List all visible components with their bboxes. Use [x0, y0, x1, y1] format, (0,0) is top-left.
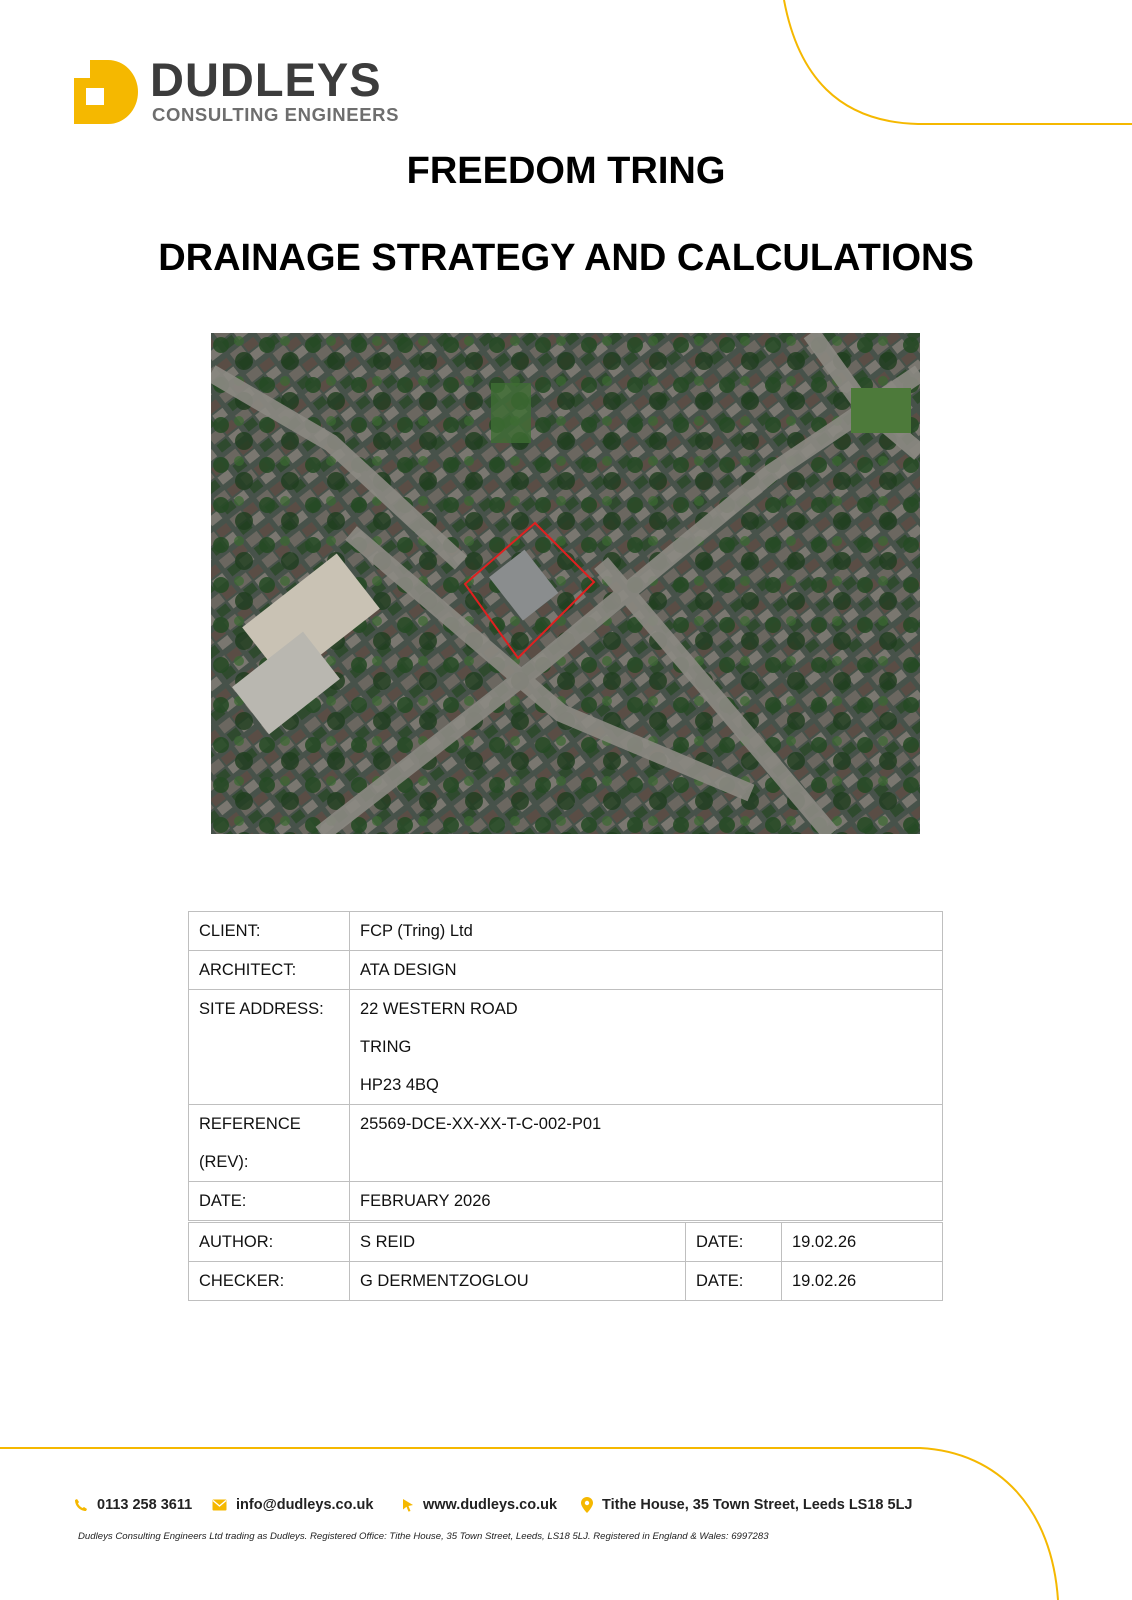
date-value: FEBRUARY 2026	[350, 1182, 943, 1221]
aerial-site-photo	[211, 333, 920, 834]
table-row	[189, 1105, 943, 1182]
reference-label: REFERENCE (REV):	[189, 1105, 350, 1182]
dudleys-logo-mark	[74, 60, 138, 124]
signoff-table	[188, 1222, 943, 1301]
footer-contacts	[74, 1497, 1074, 1521]
project-title: FREEDOM TRING	[406, 150, 726, 192]
footer-email[interactable]: info@dudleys.co.uk	[212, 1497, 373, 1513]
footer-website[interactable]: www.dudleys.co.uk	[402, 1497, 557, 1513]
date-label: DATE:	[189, 1182, 350, 1221]
table-row	[189, 951, 943, 990]
author-date-label: DATE:	[686, 1223, 782, 1262]
legal-notice: Dudleys Consulting Engineers Ltd trading as Dudleys. Registered Office: Tithe House, 35 Town Street, Leeds, LS18 5LJ. Registered in England & Wales: 6997283	[78, 1531, 769, 1542]
company-logo	[74, 53, 404, 128]
document-title: DRAINAGE STRATEGY AND CALCULATIONS	[158, 237, 974, 279]
table-row	[189, 1182, 943, 1221]
checker-date-label: DATE:	[686, 1262, 782, 1301]
project-info-table	[188, 911, 943, 1221]
cursor-icon	[402, 1498, 414, 1512]
client-value: FCP (Tring) Ltd	[350, 912, 943, 951]
address-line-2: TRING	[360, 1038, 412, 1056]
table-row	[189, 912, 943, 951]
reference-value: 25569-DCE-XX-XX-T-C-002-P01	[350, 1105, 943, 1182]
email-icon	[212, 1499, 227, 1511]
checker-date-value: 19.02.26	[782, 1262, 943, 1301]
author-date-value: 19.02.26	[782, 1223, 943, 1262]
address-line-1: 22 WESTERN ROAD	[360, 1000, 518, 1018]
phone-icon	[74, 1498, 88, 1512]
site-address-value	[350, 990, 943, 1105]
footer-curve	[0, 1448, 1058, 1600]
site-address-label: SITE ADDRESS:	[189, 990, 350, 1105]
footer-phone: 0113 258 3611	[74, 1497, 192, 1513]
brand-subtitle: CONSULTING ENGINEERS	[152, 104, 400, 125]
client-label: CLIENT:	[189, 912, 350, 951]
aerial-map-illustration	[211, 333, 920, 834]
top-right-curve	[784, 0, 1132, 124]
table-row	[189, 1262, 943, 1301]
architect-label: ARCHITECT:	[189, 951, 350, 990]
footer-address: Tithe House, 35 Town Street, Leeds LS18 5LJ	[581, 1497, 913, 1513]
author-label: AUTHOR:	[189, 1223, 350, 1262]
checker-value: G DERMENTZOGLOU	[350, 1262, 686, 1301]
location-pin-icon	[581, 1497, 593, 1513]
author-value: S REID	[350, 1223, 686, 1262]
brand-name: DUDLEYS	[150, 53, 382, 106]
table-row	[189, 990, 943, 1105]
table-row	[189, 1223, 943, 1262]
architect-value: ATA DESIGN	[350, 951, 943, 990]
checker-label: CHECKER:	[189, 1262, 350, 1301]
address-line-3: HP23 4BQ	[360, 1076, 439, 1094]
